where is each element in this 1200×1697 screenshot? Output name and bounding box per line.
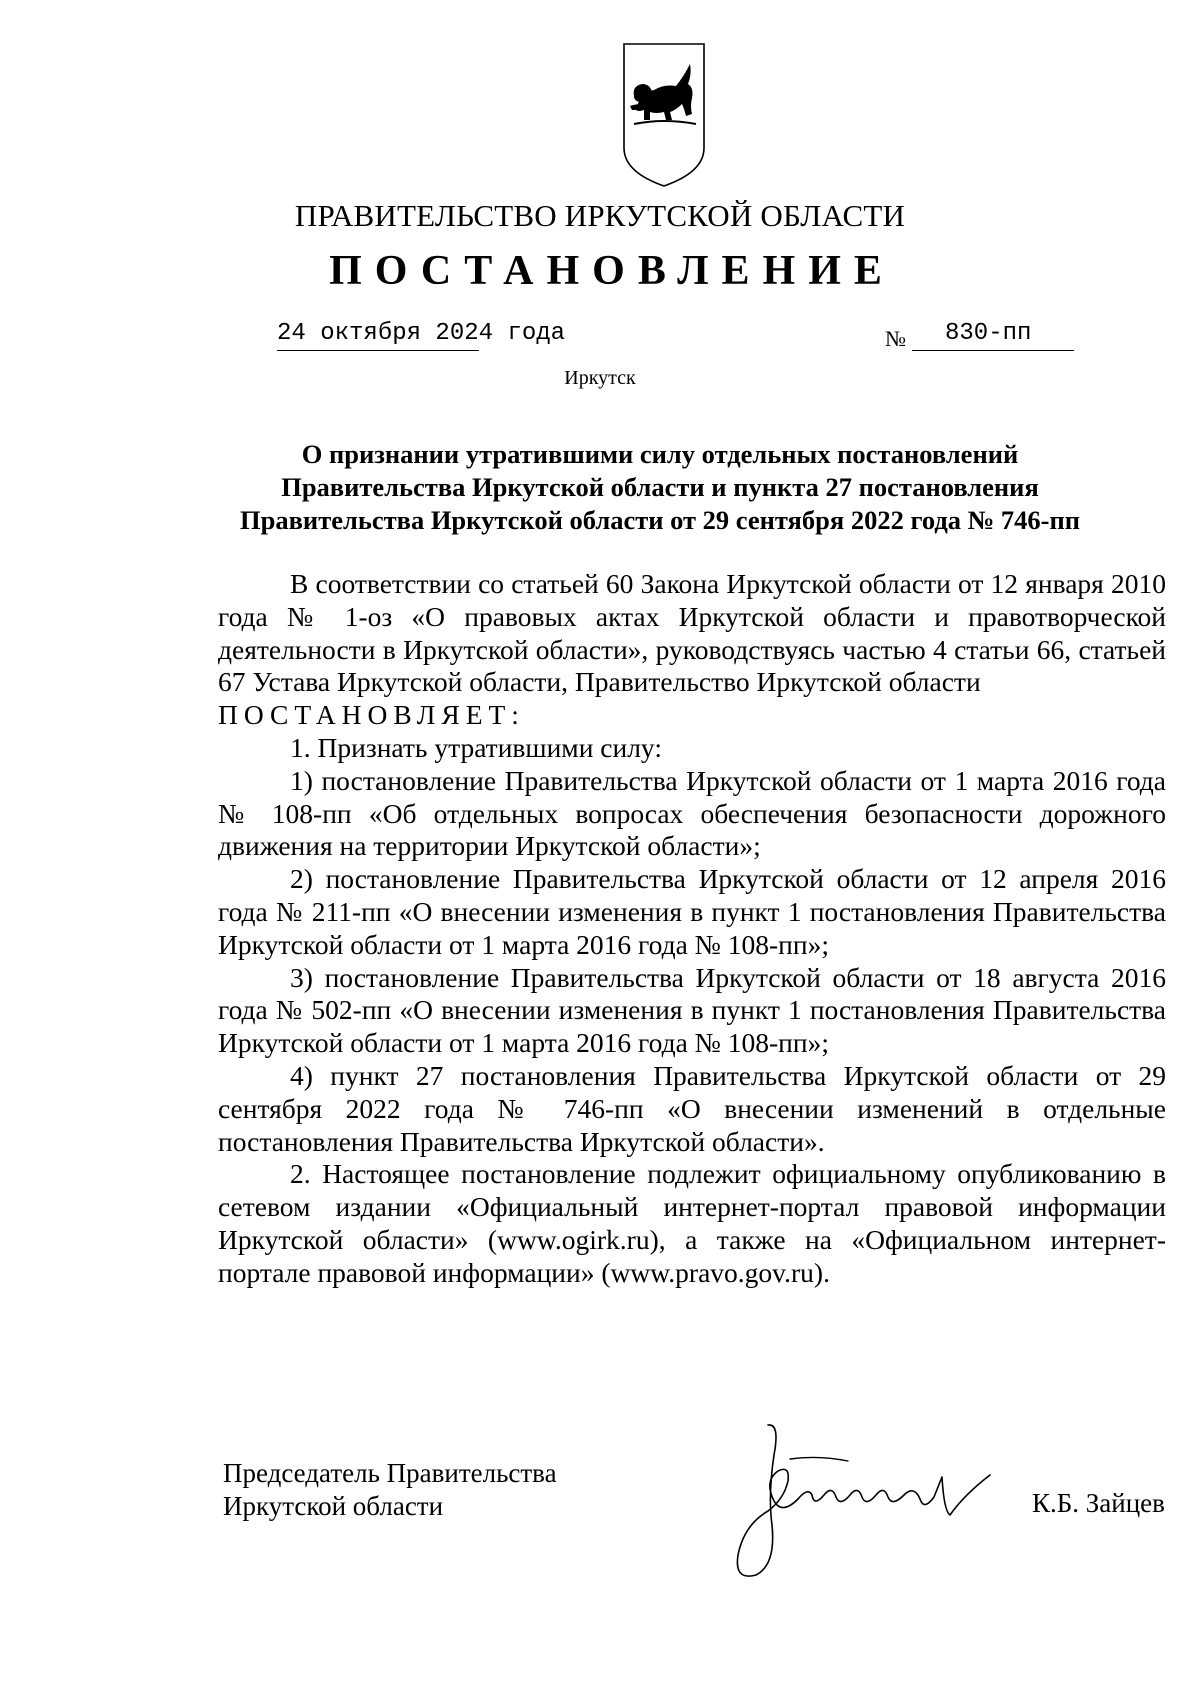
subitem-2: 2) постановление Правительства Иркутской области от 12 апреля 2016 года № 211-пп «О внесении изменения в пункт 1 постановления Правительства Иркутской области от 1 марта 2016 года № 108-пп»; xyxy=(218,863,1166,960)
title-line: Правительства Иркутской области от 29 сентября 2022 года № 746-пп xyxy=(240,505,1080,535)
date-underline xyxy=(277,350,479,351)
signer-position xyxy=(223,1457,557,1523)
resolves-heading: ПОСТАНОВЛЯЕТ: xyxy=(218,699,525,731)
document-number: 830-пп xyxy=(945,320,1032,347)
item-2: 2. Настоящее постановление подлежит официальному опубликованию в сетевом издании «Официальный интернет-портал правовой информации Иркутской области» (www.ogirk.ru), а также на «Официальном интернет-портале правовой информации» (www.pravo.gov.ru). xyxy=(218,1158,1166,1288)
number-underline xyxy=(912,350,1074,351)
number-sign: № xyxy=(885,326,906,351)
document-title xyxy=(210,438,1110,537)
subitem-4: 4) пункт 27 постановления Правительства Иркутской области от 29 сентября 2022 года № 746-пп «О внесении изменений в отдельные постановления Правительства Иркутской области». xyxy=(218,1059,1166,1157)
item-1: 1. Признать утратившими силу: xyxy=(290,731,662,763)
subitem-3: 3) постановление Правительства Иркутской области от 18 августа 2016 года № 502-пп «О внесении изменения в пункт 1 постановления Правительства Иркутской области от 1 марта 2016 года № 108-пп»; xyxy=(218,961,1166,1059)
signer-position-line: Председатель Правительства xyxy=(223,1458,557,1488)
signer-name: К.Б. Зайцев xyxy=(1032,1488,1165,1518)
organization-name: ПРАВИТЕЛЬСТВО ИРКУТСКОЙ ОБЛАСТИ xyxy=(294,198,906,233)
preamble-paragraph: В соответствии со статьей 60 Закона Иркутской области от 12 января 2010 года № 1-оз «О правовых актах Иркутской области и правотворческой деятельности в Иркутской области», руководствуясь частью 4 статьи 66, статьей 67 Устава Иркутской области, Правительство Иркутской области xyxy=(218,568,1166,698)
document-type: ПОСТАНОВЛЕНИЕ xyxy=(329,248,895,294)
city: Иркутск xyxy=(564,367,636,389)
subitem-1: 1) постановление Правительства Иркутской области от 1 марта 2016 года № 108-пп «Об отдельных вопросах обеспечения безопасности дорожного движения на территории Иркутской области»; xyxy=(218,764,1166,862)
title-line: Правительства Иркутской области и пункта 27 постановления xyxy=(281,472,1039,502)
handwritten-signature xyxy=(728,1415,998,1585)
signer-position-line: Иркутской области xyxy=(223,1491,444,1521)
document-body xyxy=(218,568,1166,1290)
title-line: О признании утратившими силу отдельных постановлений xyxy=(301,439,1019,469)
coat-of-arms-icon xyxy=(620,40,708,188)
document-date: 24 октября 2024 года xyxy=(277,320,566,347)
